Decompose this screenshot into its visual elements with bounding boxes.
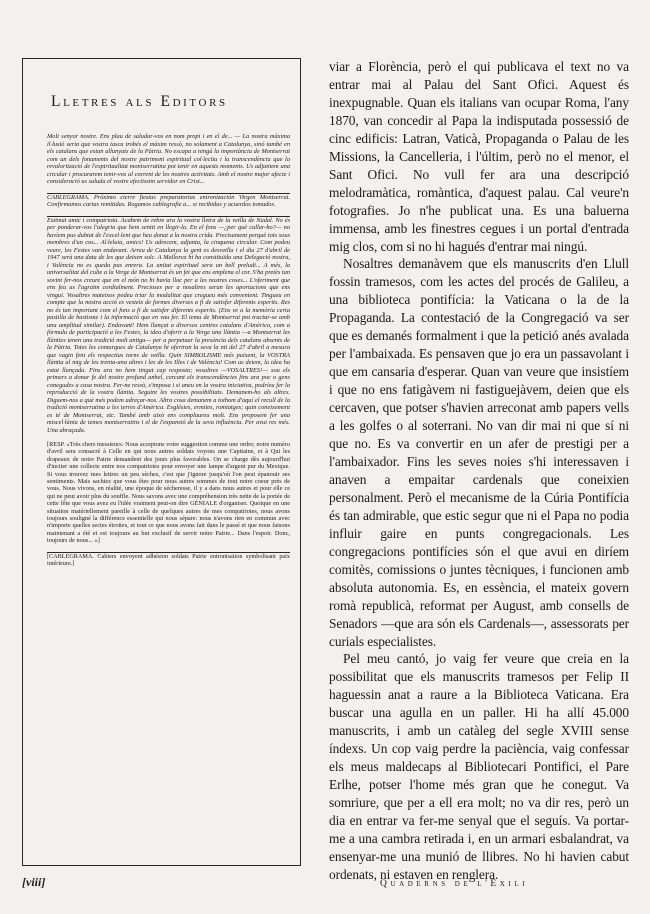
section-title: Lletres als Editors	[51, 93, 228, 110]
right-paragraph-2: Nosaltres demanàvem que els manuscrits d'en Llull fossin tramesos, com les actes del procés de Galileu, a una biblioteca pontifícia: la Vaticana o la de la Propaganda. La contestació de la Congregació va ser que es demanés formalment i que la petició anés avalada per l'ambaixada. Es pensaven que jo era un passavolant i que em cansaria d'esperar. Quan van veure que insistíem i que no ens fatigàvem ni fastiguejàvem, deien que els cercaven, que potser s'havien arreconat amb papers vells a les golfes o al soterrani. No van dir mai ni que sí ni que no. Es va convertir en un afer de prestigi per a l'ambaixador. Fins les seves noies s'hi interessaven i anaven a empaitar cardenals que coneixien personalment. Però el mecanisme de la Cúria Pontifícia és tan admirable, que estic segur que ni el Papa no podia influir gaire en punts congregacionals. Les congregacions pontifícies són el que avui en diríem comitès, comissions o juntes tècniques, i funcionen amb absoluta autonomia. Es, en essència, el mateix govern romà republicà, reformat per August, amb consells de Senadors —que ara són els Cardenals—, assessorats per curials especialistes.	[329, 256, 629, 649]
right-paragraph-3: Pel meu cantó, jo vaig fer veure que creia en la possibilitat que els manuscrits tramesos per Felip II haguessin anat a raure a la Biblioteca Vaticana. Era buscar una agulla en un paller. Hi ha allí 45.000 manuscrits, i amb un catàleg del segle XVIII sense índexs. Un cop vaig perdre la paciència, vaig confessar els meus maldecaps al Bibliotecari Pontifici, el Pare Erlhe, potser l'home més gran que he conegut. Va somriure, que per a ell era molt; no va dir res, però un dia en entrar va fer-me senyal que el seguís. Va portar-me a una cambra retirada i, en un armari esbalandrat, va ensenyar-me una munió de llibres. No hi havien cabut ordenats, ni estaven en renglera.	[329, 651, 629, 882]
letters-box	[22, 58, 301, 866]
page-number: [viii]	[22, 875, 46, 889]
letters-body	[23, 111, 300, 568]
journal-title: Quaderns de l'Exili	[380, 879, 529, 889]
letter-paragraph-1: Molt senyor nostre. Ens plau de saludar-vos en nom propi i en el de... — La nostra màxima il·lusió seria que vostra tasca trobés el màxim ressò, no solament a Catalunya, sinó també en els catalans que estan allunyats de la Pàtria. No escapa a ningú la importància de Montserrat com un dels fonaments del nostre patrimoni espiritual col·lectiu i la transcendència que la revalorització de l'espiritualitat montserratina pot tenir en aquests moments. Us adjuntem una circular i procurarem tenir-vos al corrent de les nostres activitats. Amb el nostre major afecte i consideració us saluda el vostre efectissim servidor en Crist...	[47, 133, 290, 185]
cablegram-paragraph-1: CABLEGRAMA. Próximo cierre fiestas preparatorias entronización Virgen Montserrat. Confirmamos cartas remitidas. Rogamos cablegrafie a... si recibidas y acuerdos tomados.	[47, 193, 290, 208]
right-paragraph-1: viar a Florència, però el qui publicava el text no va entrar mai al Palau del Sant Ofici. Aquest és inexpugnable. Quan els italians van ocupar Roma, l'any 1870, van concedir al Papa la indisputada possessió de cinc edificis: Latran, Vaticà, Propaganda o Palau de les Missions, la Cancelleria, i l'últim, però no el menor, el Sant Ofici. No vull fer ara una descripció melodramàtica, romàntica, d'aquest palau. Cal veure'n fotografies. Jo n'he publicat una. Es una baluerna immensa, amb les finestres cegues i un portal d'entrada mig clos, com si no hi hagués d'entrar mai ningú.	[329, 59, 629, 254]
letter-paragraph-2: Estimat amic i compatriota. Acabem de rebre ara la vostra lletra de la vetlla de Nadal. No és per ponderar-vos l'alegria que hem sentit en llegir-la. En el fons —¿per què callar-ho?— no havíem pas dubtat de l'excel·lent que heu donat a la nostra crida. Precisament perquè tots sous membres d'un cos... Al·leluia, amics! Us adrecem, adjunta, la cinquena circular. Com podeu veure, les Festes van endavant. Arreu de Catalunya la gent es desvetlla i el dia 27 d'abril de 1947 serà una data de les que deixen solc. A Mallorca hi ha constituïda una Delegació nostra, i València no es queda pas enrera. La unitat espiritual sera un bell preludi... A més, la universalitat del culte a la Verge de Montserrat és un fet que ens emplena el cor. S'ha pretès tan sovint fer-nos creure que en el món no hi havia lloc per a les nostres coses... L'oferiment que ens feu us l'agraïm cordialment. Precioses per a nosaltres seran les aportacions que ens vingui. Vosaltres mateixos podeu triar la modalitat que cregueu més convenient. Tingueu en compte que la nostra acció es vesteix de formes diverses a fi de satisfer diferents esperits. Res no és tan important com el fons a fi de satisfer diferents esperits. (Ens ve a la memòria certa pastilla de bastisme i la informació que en vau fer. El tema de Montserrat pot tractar-se amb una amplitud similar). Endavant! Hem llançat a diversos centres catalans d'Amèrica, com a fórmula de participació a les Festes, la idea d'oferir a la Verge una llàntia —a Montserrat les llànties tenen una tradició molt antiga— per a perpetuar la presència dels catalans absents de la Pàtria. Totes les comarques de Catalunya hi oferiran la seva la nit del 27 d'abril a mesura que vagin fent els respectius torns de vetlla. Quin SIMBOLISME més puixent, la VOSTRA llàntia al mig de les trenta-una altres i les de les Illes i de València! Com us deiem, la idea ha estat llançada. Fins ara no hem tingut cap resposta; vosaltres —VOSALTRES!— sou els primers a donar fe del nostre profund anhel, cercant els transcendències fins ara poc o gens conegudes a casa nostra. Fer-ne ressò, s'imposa i si aneu en la vostra iniciativa, podríeu fer la reproducció de la vostra llàntia. Seguint les vostres possibilitats. Demanem-ho als altres. Diguem-nos a què més podem adreçar-nos. Altra cosa demanem a tothom d'aquí el recull de la tradició montserratina a les terres d'Amèrica. Esglésies, ermites, romiatges; quin coneixement es té de Montserrat, etc. També amb això ens complaureu molt. Ens proposem fer una miscel·lània de temes montserratins i el de l'expansió de la seva influència. Per avui res més. Una abraçada.	[47, 216, 290, 434]
response-paragraph: [RESP. «Très chers messieurs: Nous acceptons votre suggestion comme une ordre; notre numéro d'avril sera consacré à Celle en qui nous autres soldats voyons une Capitaine, et à Qui les drapeaux de notre Patrie demandent des jours plus favorables. On se charge dès aujourd'hui d'inciter une collecte entre nos compatriotes pour envoyer une lampe d'argent pur du Mexique. Si vous trouvez mes lettres un peu sèches, c'est que j'ignore jusqu'où l'on peut épanouir ses sentiments. Mais sachiez que vous êtes pour nous autres sommes de tout notre coeur près de vous. Nous vivons, en réalité, une époque de sécheresse, il y a dans nous autres et pour elle ce qui ne peut avoir plus du souffle. Nous savons avec une compréhension très nette de la portée de cette fête que vous avez eu l'idée vraiment peut-on dire GÉNIALE d'organiser. Quoique en une situation matériellement pareille à celle de quelques autres de mes compatriotes, nous avons toujours souligné la différence essentielle qui nous sépare: nous n'avons rien en commun avec n'importe quelles sectes étroites, et tout ce que nous avons fait dans le passé et que nous faisons maintenant a été et est toujours au but exclusif de servir notre Patrie... Dans l'espoir. Donc, toujours de nous... »]	[47, 441, 290, 545]
cablegram-paragraph-2: [CABLEGRAMA. Cahiers envoyent adhésion soldats Patrie entronisation symbolisant paix intérieure.]	[47, 552, 290, 568]
right-column	[329, 58, 629, 882]
